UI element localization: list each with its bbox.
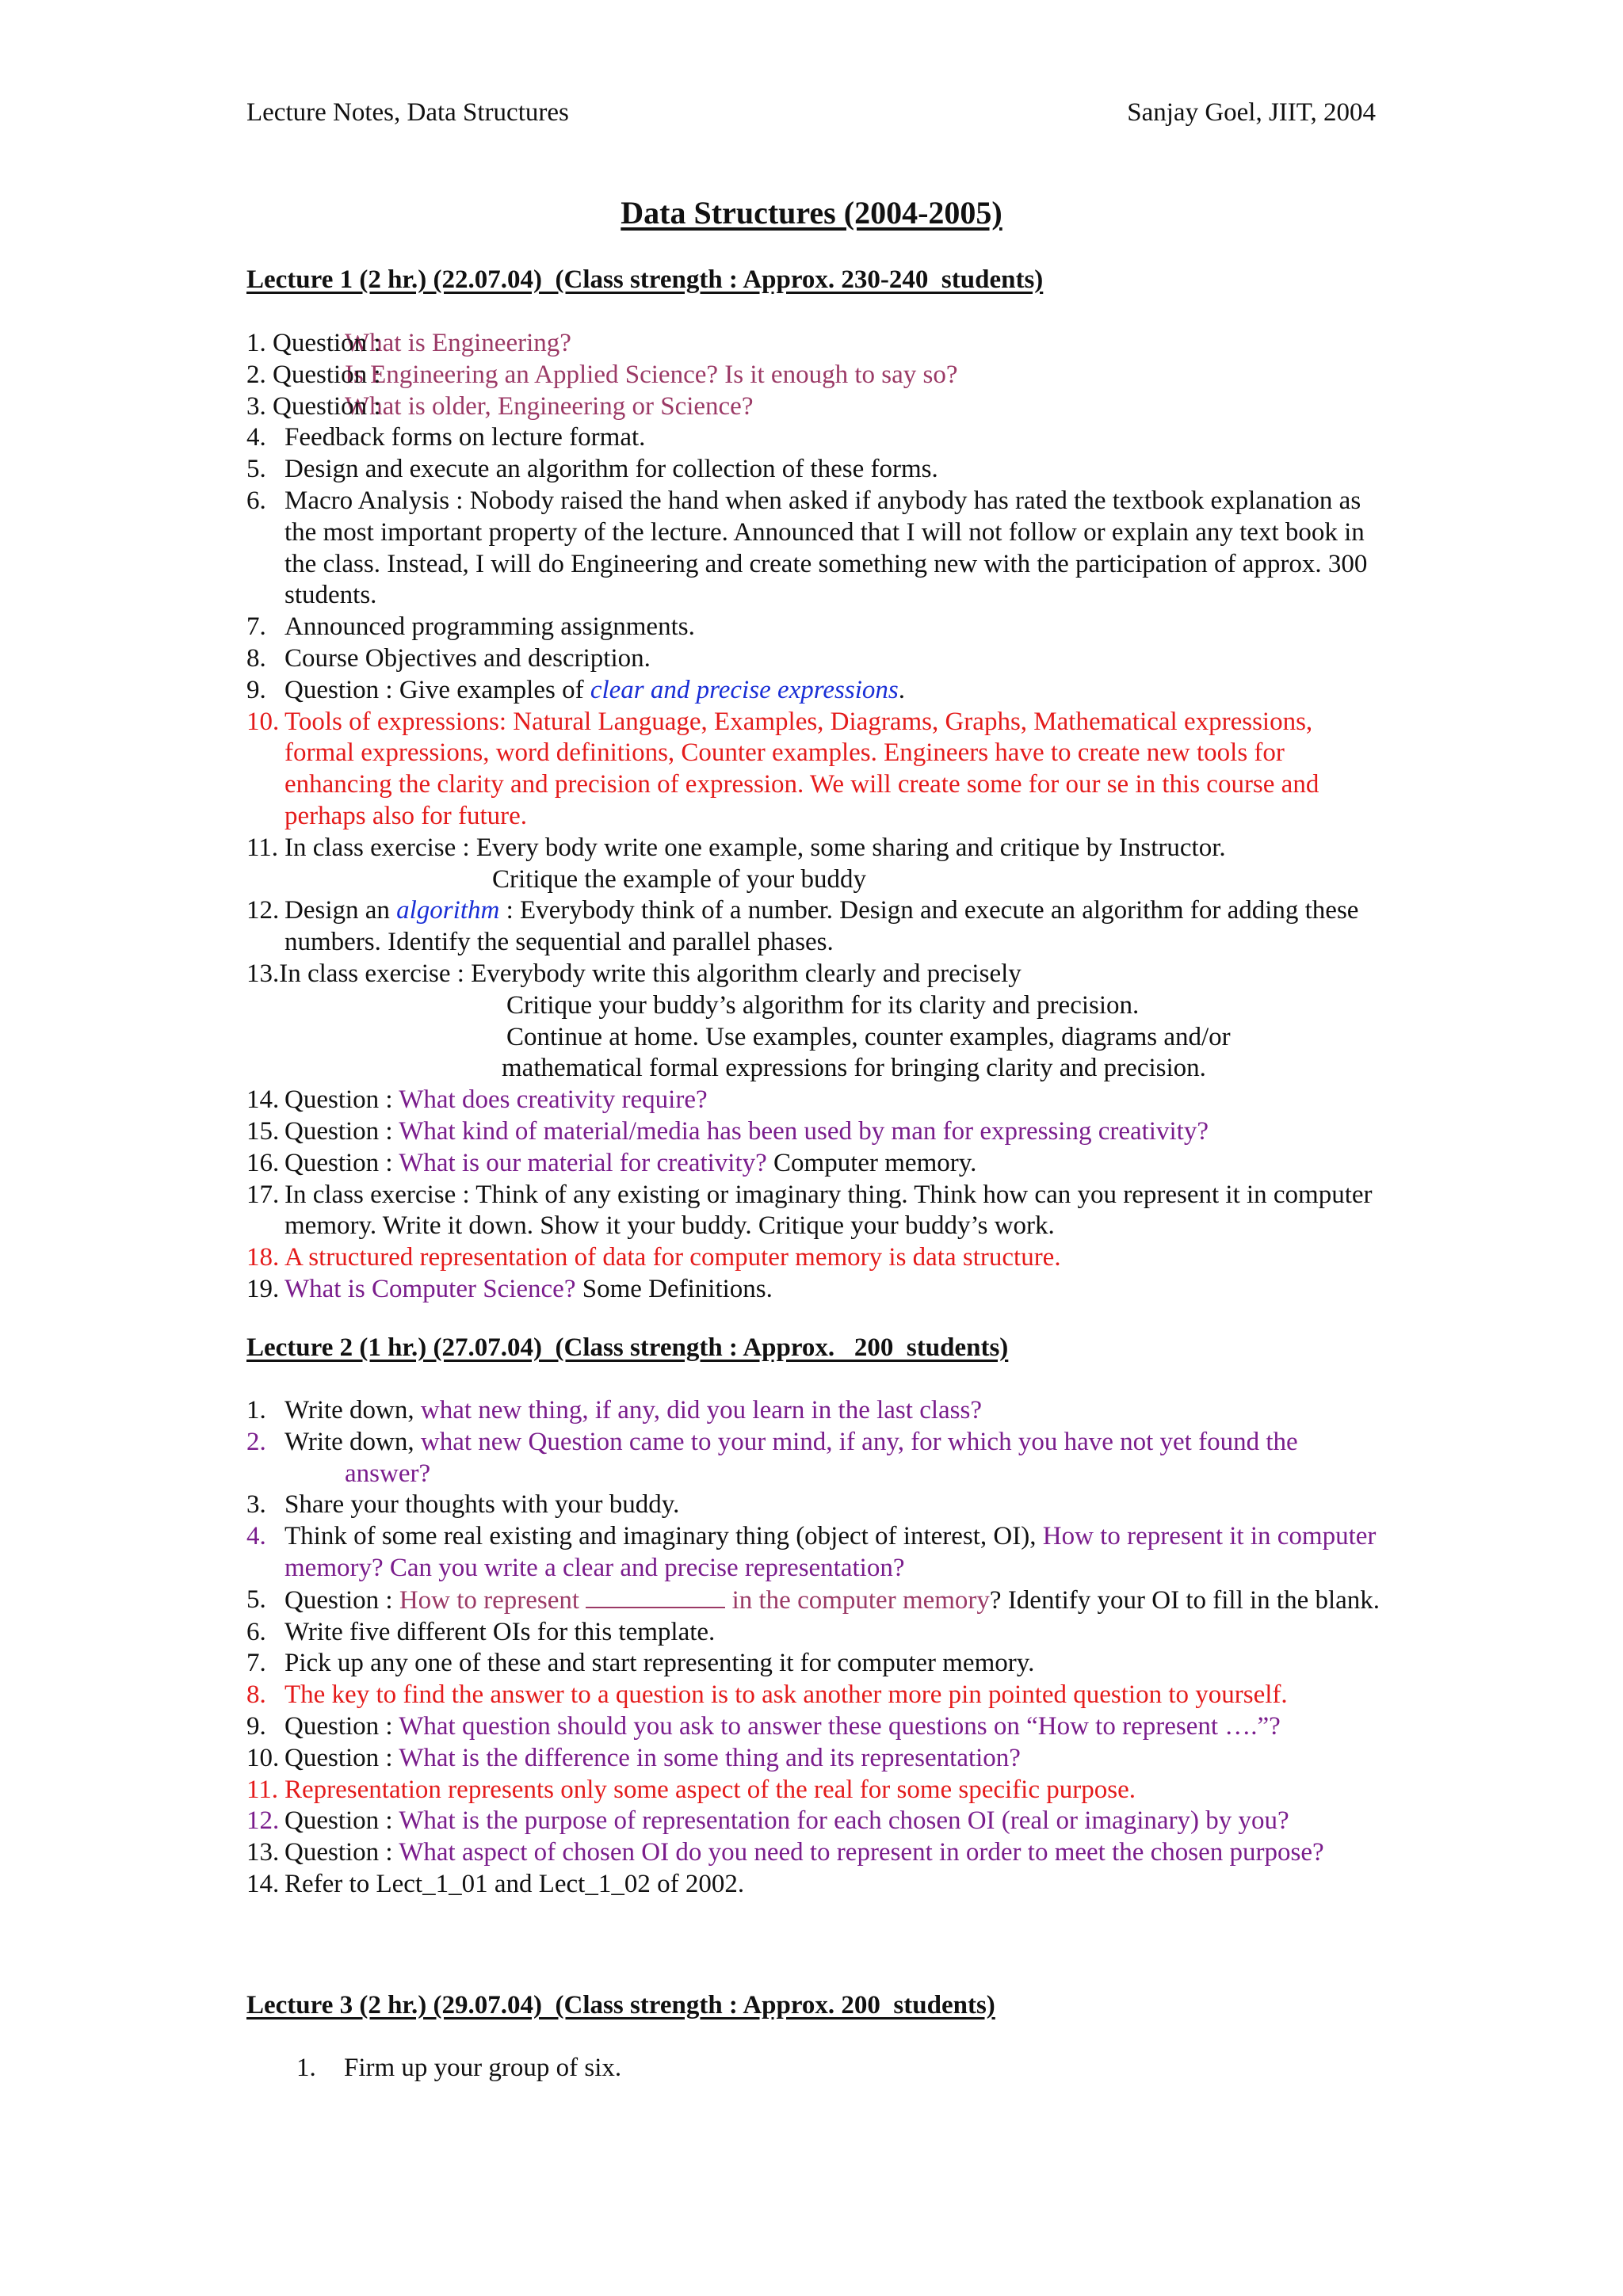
item-text: Design and execute an algorithm for collection of these forms. — [285, 455, 938, 484]
item-number: 16. — [246, 1148, 280, 1177]
list-item — [246, 895, 1388, 959]
list-item — [246, 422, 1388, 454]
item-number: 1. — [296, 2054, 316, 2082]
item-text: Question : — [285, 1838, 399, 1867]
list-item — [246, 1085, 1388, 1116]
item-text: Pick up any one of these and start representing it for computer memory. — [285, 1649, 1035, 1678]
list-item — [246, 360, 1388, 391]
item-text: Computer memory. — [766, 1148, 977, 1177]
question-text: How to represent it in computer memory? Can you write a clear and precise representation? — [285, 1522, 1377, 1582]
item-number: 8. — [246, 1680, 266, 1710]
list-item — [246, 1617, 1388, 1649]
list-item: 13.In class exercise : Everybody write this algorithm clearly and precisely — [246, 959, 1022, 988]
item-number: 19. — [246, 1274, 280, 1303]
list-item — [246, 675, 1388, 707]
item-number: 13. — [246, 1838, 280, 1867]
list-item — [246, 1274, 1388, 1306]
lecture-1-heading: Lecture 1 (2 hr.) (22.07.04) (Class strength : Approx. 230-240 students) — [246, 265, 1044, 294]
item-continuation: Continue at home. Use examples, counter examples, diagrams and/or — [506, 1022, 1231, 1051]
question-text: What is our material for creativity? — [399, 1148, 767, 1177]
header-right: Sanjay Goel, JIIT, 2004 — [1127, 98, 1376, 127]
item-text: Question : — [285, 1711, 399, 1741]
item-text: Write five different OIs for this template. — [285, 1617, 716, 1646]
list-item — [246, 612, 1388, 643]
item-text: Question : — [285, 1585, 399, 1615]
list-item — [246, 1180, 1388, 1243]
item-number: 5. — [246, 455, 266, 484]
item-text: Course Objectives and description. — [285, 643, 651, 673]
item-number: 5. — [246, 1585, 266, 1614]
list-item — [246, 1711, 1388, 1743]
item-number: 3. — [246, 1490, 266, 1520]
item-number: 9. — [246, 675, 266, 704]
question-text: what new Question came to your mind, if any, for which you have not yet found the — [420, 1427, 1298, 1456]
list-item — [246, 1869, 1388, 1901]
item-text: Firm up your group of six. — [344, 2054, 622, 2082]
list-item — [246, 1489, 1388, 1521]
list-item — [246, 707, 1388, 833]
question-text: What is Computer Science? — [285, 1274, 576, 1303]
item-text: In class exercise : Think of any existing or imaginary thing. Think how can you represent it in computer memory. Write it down. Show it your buddy. Critique your buddy’s work. — [285, 1180, 1373, 1241]
item-number: 2. — [246, 1427, 266, 1456]
item-text: Macro Analysis : Nobody raised the hand when asked if anybody has rated the textbook explanation as the most important property of the lecture. Announced that I will not follow or explain any text book in the class. Instead, I will do Engineering and create something new with the participation of approx. 300 students. — [285, 486, 1368, 610]
item-text: Question : — [285, 1806, 399, 1836]
emphasis-text: clear and precise expressions — [590, 675, 899, 704]
item-text: . — [898, 675, 905, 704]
item-text: : Everybody think of a number. Design and execute an algorithm for adding these numbers. Identify the sequential and parallel phases. — [285, 896, 1359, 957]
item-continuation: answer? — [345, 1459, 431, 1488]
item-text: Representation represents only some aspect of the real for some specific purpose. — [285, 1775, 1136, 1804]
item-text: Write down, — [285, 1427, 421, 1456]
item-text: The key to find the answer to a question is to ask another more pin pointed question to yourself. — [285, 1680, 1288, 1710]
item-number: 3. Question : — [246, 391, 381, 421]
list-item — [246, 1116, 1388, 1148]
question-text: What question should you ask to answer these questions on “How to represent ….”? — [399, 1711, 1281, 1741]
question-text: What is older, Engineering or Science? — [345, 391, 754, 421]
item-text: Question : — [285, 1743, 399, 1772]
item-number: 14. — [246, 1869, 280, 1898]
item-number: 12. — [246, 1806, 280, 1836]
list-item — [246, 486, 1388, 612]
item-number: 18. — [246, 1243, 280, 1272]
item-number: 4. — [246, 423, 266, 452]
list-item — [246, 1775, 1388, 1806]
item-number: 7. — [246, 612, 266, 642]
item-number: 11. — [246, 833, 279, 862]
question-text: What is Engineering? — [345, 329, 571, 357]
item-number: 8. — [246, 643, 266, 673]
list-item — [246, 328, 1388, 360]
item-text: Tools of expressions: Natural Language, Examples, Diagrams, Graphs, Mathematical expressions, formal expressions, word definitions, Counter examples. Engineers have to create new tools for enhancing the clarity and precision of expression. We will create some for our se in this course and perhaps also for future. — [285, 707, 1319, 830]
item-text: Write down, — [285, 1396, 421, 1425]
item-text: Question : — [285, 1116, 399, 1146]
document-title: Data Structures (2004-2005) — [621, 195, 1002, 231]
item-number: 6. — [246, 486, 266, 515]
item-text: Question : Give examples of — [285, 675, 590, 704]
question-text: What is the purpose of representation for each chosen OI (real or imaginary) by you? — [399, 1806, 1289, 1836]
item-text: Design an — [285, 896, 397, 925]
item-text: Announced programming assignments. — [285, 612, 695, 642]
question-text: Is Engineering an Applied Science? Is it enough to say so? — [345, 360, 958, 389]
item-text: Share your thoughts with your buddy. — [285, 1490, 680, 1520]
list-item — [246, 391, 1388, 423]
item-text: Question : — [285, 1085, 399, 1115]
lecture-3-list — [296, 2053, 1438, 2084]
item-number: 9. — [246, 1711, 266, 1741]
item-text: Refer to Lect_1_01 and Lect_1_02 of 2002. — [285, 1869, 745, 1898]
emphasis-text: algorithm — [396, 896, 500, 925]
list-item — [246, 1395, 1388, 1427]
item-number: 1. — [246, 1396, 266, 1425]
item-number: 10. — [246, 1743, 280, 1772]
item-text: Feedback forms on lecture format. — [285, 423, 646, 452]
item-text: Some Definitions. — [575, 1274, 773, 1303]
question-text: What kind of material/media has been used by man for expressing creativity? — [399, 1116, 1209, 1146]
item-text: In class exercise : Every body write one example, some sharing and critique by Instructor. — [285, 833, 1226, 862]
list-item — [246, 1242, 1388, 1274]
item-number: 11. — [246, 1775, 279, 1804]
list-item — [246, 1427, 1388, 1459]
item-text: ? Identify your OI to fill in the blank. — [989, 1585, 1381, 1615]
question-text: What is the difference in some thing and its representation? — [399, 1743, 1021, 1772]
item-number: 7. — [246, 1649, 266, 1678]
item-continuation: Critique the example of your buddy — [492, 864, 866, 894]
fill-in-blank — [586, 1585, 725, 1608]
question-text: How to represent — [399, 1585, 586, 1615]
item-number: 14. — [246, 1085, 280, 1115]
lecture-1-list — [246, 328, 1388, 1306]
item-text: Question : — [285, 1148, 399, 1177]
item-continuation: mathematical formal expressions for bringing clarity and precision. — [502, 1054, 1206, 1083]
list-item — [296, 2053, 1438, 2084]
list-item — [246, 833, 1388, 864]
item-number: 2. Question : — [246, 360, 381, 389]
list-item — [246, 1148, 1388, 1180]
item-text: Think of some real existing and imaginary thing (object of interest, OI), — [285, 1522, 1043, 1551]
item-number: 15. — [246, 1116, 280, 1146]
item-text: A structured representation of data for computer memory is data structure. — [285, 1243, 1061, 1272]
list-item — [246, 454, 1388, 486]
question-text: in the computer memory — [725, 1585, 990, 1615]
lecture-2-list — [246, 1395, 1388, 1901]
list-item — [246, 1521, 1388, 1585]
item-number: 1. Question : — [246, 329, 381, 357]
list-item — [246, 643, 1388, 675]
list-item — [246, 1648, 1388, 1680]
item-continuation: Critique your buddy’s algorithm for its clarity and precision. — [506, 990, 1140, 1020]
lecture-3-heading: Lecture 3 (2 hr.) (29.07.04) (Class strength : Approx. 200 students) — [246, 1991, 995, 2019]
list-item — [246, 1680, 1388, 1711]
question-text: what new thing, if any, did you learn in the last class? — [420, 1396, 982, 1425]
item-number: 4. — [246, 1522, 266, 1551]
question-text: What does creativity require? — [399, 1085, 708, 1115]
item-number: 6. — [246, 1617, 266, 1646]
item-number: 10. — [246, 707, 280, 736]
list-item — [246, 1837, 1388, 1869]
lecture-2-heading: Lecture 2 (1 hr.) (27.07.04) (Class strength : Approx. 200 students) — [246, 1333, 1009, 1362]
question-text: What aspect of chosen OI do you need to represent in order to meet the chosen purpose? — [399, 1838, 1324, 1867]
header-left: Lecture Notes, Data Structures — [246, 98, 569, 127]
list-item — [246, 1743, 1388, 1775]
list-item — [246, 1585, 1388, 1617]
item-number: 17. — [246, 1180, 280, 1209]
item-number: 12. — [246, 896, 280, 925]
list-item — [246, 1806, 1388, 1837]
